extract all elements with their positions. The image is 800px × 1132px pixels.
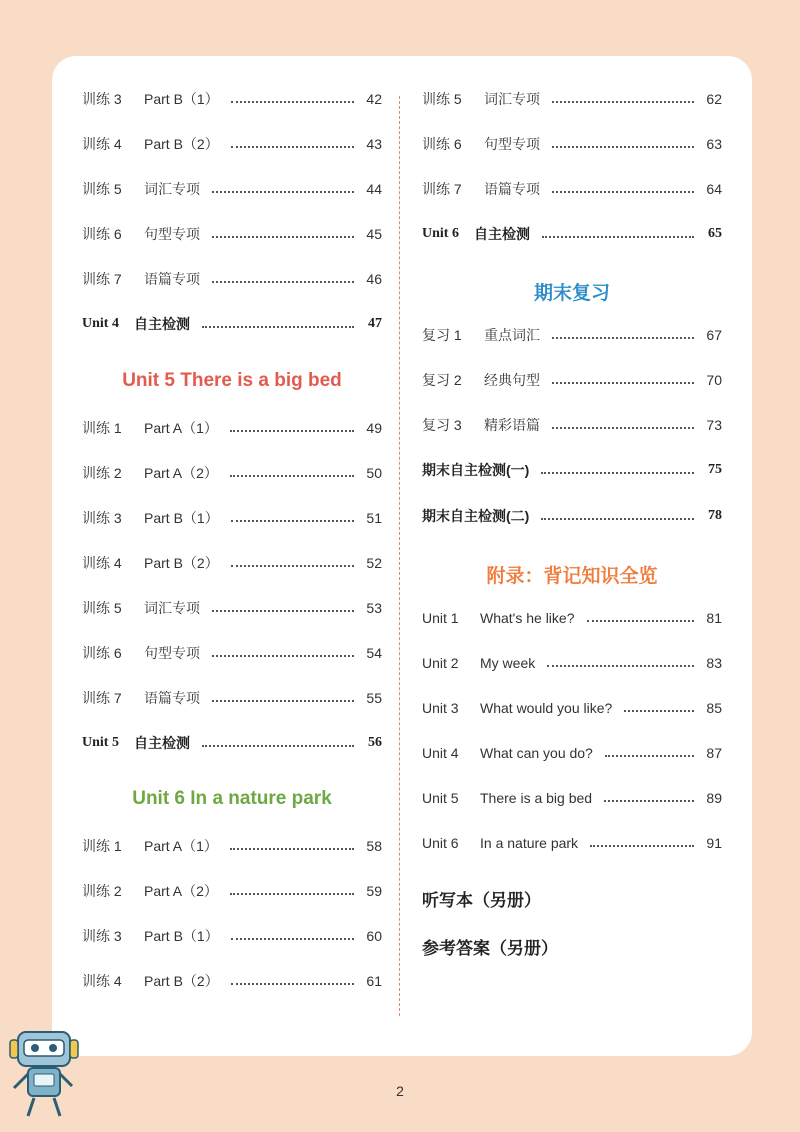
dot-leader [231,520,354,522]
toc-entry-page: 65 [708,226,722,241]
toc-entry[interactable] [82,462,382,484]
section-heading: Unit 6 In a nature park [132,788,332,809]
toc-entry-page: 47 [368,316,382,331]
toc-entry-page: 50 [366,465,382,481]
toc-entry[interactable] [82,313,382,335]
toc-entry[interactable] [422,324,722,346]
dot-leader [212,191,354,193]
toc-entry-title: 期末自主检测(一) [422,462,530,478]
toc-entry-prefix: 训练 3 [82,928,122,944]
toc-entry-prefix: 训练 1 [82,420,122,436]
toc-entry-title: 自主检测 [134,735,190,751]
column-divider [399,96,400,1016]
toc-entry[interactable] [422,88,722,110]
toc-entry[interactable] [422,133,722,155]
dot-leader [541,472,694,474]
toc-entry-title: Part B（1） [144,928,219,944]
toc-entry-page: 42 [366,91,382,107]
toc-entry[interactable] [82,925,382,947]
toc-entry-title: 句型专项 [484,136,540,152]
toc-entry[interactable] [422,369,722,391]
dot-leader [202,326,354,328]
toc-entry-prefix: Unit 6 [422,226,459,241]
dot-leader [212,281,354,283]
toc-entry[interactable] [422,414,722,436]
toc-entry[interactable] [422,178,722,200]
toc-entry-prefix: 训练 3 [82,91,122,107]
dot-leader [552,146,694,148]
toc-entry-page: 43 [366,136,382,152]
toc-entry-title: 词汇专项 [144,181,200,197]
dot-leader [552,382,694,384]
dot-leader [552,101,694,103]
dot-leader [552,427,694,429]
dot-leader [552,191,694,193]
page-number: 2 [396,1083,404,1099]
toc-entry-prefix: 复习 1 [422,327,462,343]
toc-entry-title: 语篇专项 [484,181,540,197]
robot-mascot-icon [8,1024,80,1120]
dot-leader [231,565,354,567]
toc-entry-title: What's he like? [480,610,575,626]
toc-entry-prefix: Unit 2 [422,655,459,671]
toc-entry-prefix: 训练 5 [82,181,122,197]
toc-entry-prefix: Unit 3 [422,700,459,716]
toc-entry-prefix: 训练 2 [82,883,122,899]
toc-entry-page: 60 [366,928,382,944]
toc-entry-prefix: 训练 6 [82,645,122,661]
toc-entry-page: 59 [366,883,382,899]
toc-entry-title: 词汇专项 [484,91,540,107]
section-heading: Unit 5 There is a big bed [122,370,342,391]
dot-leader [230,848,354,850]
toc-entry[interactable] [82,880,382,902]
toc-entry-title: Part B（2） [144,973,219,989]
toc-entry-page: 81 [706,610,722,626]
toc-entry-prefix: Unit 1 [422,610,459,626]
toc-entry[interactable] [82,507,382,529]
dot-leader [230,430,354,432]
toc-entry-prefix: 训练 3 [82,510,122,526]
dot-leader [542,236,694,238]
toc-entry-title: Part B（1） [144,510,219,526]
toc-entry-prefix: 复习 3 [422,417,462,433]
toc-entry-title: 自主检测 [474,226,530,242]
toc-entry[interactable] [82,417,382,439]
dot-leader [231,938,354,940]
toc-entry-prefix: Unit 4 [82,316,119,331]
toc-entry[interactable] [82,223,382,245]
toc-entry-prefix: 训练 4 [82,136,122,152]
toc-entry-title: Part B（1） [144,91,219,107]
dot-leader [212,655,354,657]
toc-entry-title: 精彩语篇 [484,417,540,433]
toc-entry-page: 53 [366,600,382,616]
dot-leader [231,146,354,148]
toc-entry-page: 75 [708,462,722,477]
toc-entry-title: Part A（1） [144,838,218,854]
toc-entry[interactable] [82,687,382,709]
toc-entry-title: There is a big bed [480,790,593,806]
toc-entry-prefix: 训练 7 [82,271,122,287]
toc-entry-title: 语篇专项 [144,690,200,706]
toc-entry[interactable] [82,835,382,857]
toc-entry-prefix: 训练 2 [82,465,122,481]
toc-entry-page: 70 [706,372,722,388]
toc-entry-title: What would you like? [480,700,613,716]
toc-entry-page: 49 [366,420,382,436]
appendix-heading: 听写本（另册） [422,891,541,910]
toc-entry-page: 91 [706,835,722,851]
toc-entry-page: 52 [366,555,382,571]
toc-entry-page: 73 [706,417,722,433]
toc-entry[interactable] [422,652,722,674]
toc-entry[interactable] [422,223,722,245]
toc-entry-prefix: 训练 7 [82,690,122,706]
toc-entry-title: In a nature park [480,835,579,851]
toc-entry-page: 61 [366,973,382,989]
toc-entry-title: Part B（2） [144,555,219,571]
toc-entry[interactable] [82,133,382,155]
toc-entry[interactable] [422,787,722,809]
dot-leader [212,610,354,612]
toc-entry[interactable] [82,732,382,754]
toc-entry-title: 句型专项 [144,645,200,661]
toc-entry-prefix: 复习 2 [422,372,462,388]
dot-leader [605,755,694,757]
toc-entry-page: 62 [706,91,722,107]
section-heading: 期末复习 [533,283,610,304]
toc-entry-prefix: 训练 4 [82,555,122,571]
toc-entry[interactable] [422,505,722,527]
dot-leader [590,845,694,847]
dot-leader [212,236,354,238]
toc-entry-prefix: 训练 4 [82,973,122,989]
toc-entry[interactable] [422,697,722,719]
toc-entry-page: 45 [366,226,382,242]
dot-leader [624,710,694,712]
toc-entry[interactable] [82,642,382,664]
dot-leader [541,518,694,520]
toc-entry-title: My week [480,655,536,671]
toc-entry-page: 87 [706,745,722,761]
dot-leader [230,893,354,895]
toc-entry[interactable] [82,88,382,110]
toc-entry-prefix: Unit 4 [422,745,459,761]
toc-entry-prefix: 训练 1 [82,838,122,854]
toc-entry[interactable] [82,178,382,200]
toc-card [52,56,752,1056]
dot-leader [604,800,694,802]
toc-entry-prefix: 训练 5 [82,600,122,616]
toc-entry-title: 词汇专项 [144,600,200,616]
toc-entry-page: 83 [706,655,722,671]
dot-leader [202,745,354,747]
toc-entry-title: 期末自主检测(二) [422,508,530,524]
toc-entry-page: 54 [366,645,382,661]
toc-entry-prefix: Unit 5 [82,735,119,750]
toc-entry-page: 89 [706,790,722,806]
toc-entry-title: Part B（2） [144,136,219,152]
toc-entry[interactable] [82,970,382,992]
toc-entry-page: 85 [706,700,722,716]
dot-leader [212,700,354,702]
section-heading: 附录：背记知识全览 [486,566,658,587]
toc-entry[interactable] [82,552,382,574]
toc-entry-prefix: 训练 6 [82,226,122,242]
toc-entry[interactable] [82,268,382,290]
toc-entry-title: 经典句型 [484,372,540,388]
toc-entry-page: 63 [706,136,722,152]
dot-leader [547,665,694,667]
toc-entry-prefix: Unit 6 [422,835,459,851]
dot-leader [231,101,354,103]
toc-entry-page: 58 [366,838,382,854]
toc-entry-title: 句型专项 [144,226,200,242]
toc-entry-page: 51 [366,510,382,526]
toc-entry-prefix: 训练 6 [422,136,462,152]
toc-entry-title: 语篇专项 [144,271,200,287]
dot-leader [231,983,354,985]
dot-leader [230,475,354,477]
toc-entry-prefix: Unit 5 [422,790,459,806]
toc-entry-title: Part A（2） [144,465,218,481]
toc-entry[interactable] [82,597,382,619]
toc-entry-page: 64 [706,181,722,197]
toc-entry-page: 67 [706,327,722,343]
toc-entry-prefix: 训练 5 [422,91,462,107]
toc-entry-page: 78 [708,508,722,523]
toc-entry-title: Part A（2） [144,883,218,899]
toc-entry-page: 55 [366,690,382,706]
toc-entry-prefix: 训练 7 [422,181,462,197]
toc-entry[interactable] [422,459,722,481]
toc-entry[interactable] [422,607,722,629]
toc-entry[interactable] [422,742,722,764]
dot-leader [587,620,695,622]
toc-entry[interactable] [422,832,722,854]
toc-entry-title: What can you do? [480,745,593,761]
toc-entry-title: Part A（1） [144,420,218,436]
toc-entry-page: 44 [366,181,382,197]
toc-entry-title: 自主检测 [134,316,190,332]
toc-entry-page: 56 [368,735,382,750]
toc-entry-title: 重点词汇 [484,327,540,343]
dot-leader [552,337,694,339]
toc-entry-page: 46 [366,271,382,287]
appendix-heading: 参考答案（另册） [422,939,558,958]
